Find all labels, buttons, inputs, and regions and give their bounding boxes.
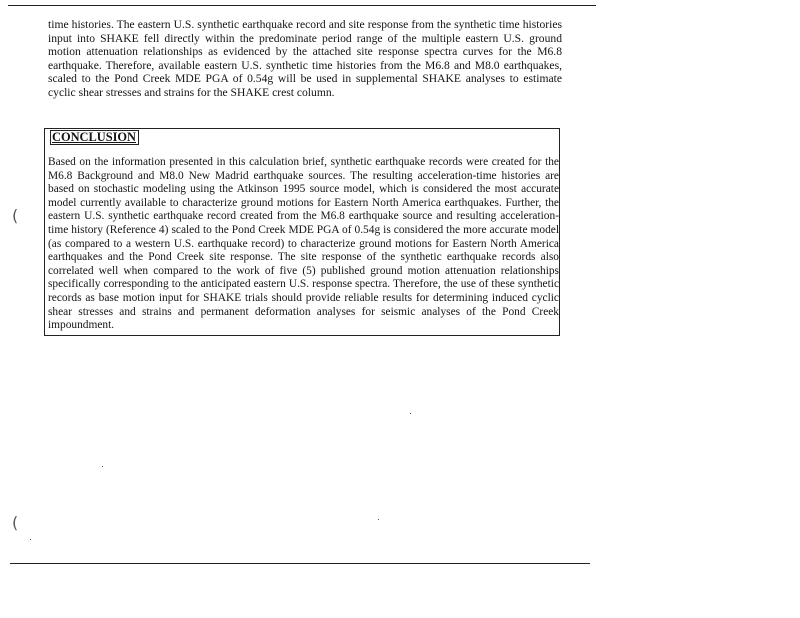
binder-hole-mark-icon: ( xyxy=(12,513,19,532)
top-rule xyxy=(8,5,596,6)
intro-paragraph: time histories. The eastern U.S. synthetic earthquake record and site response from the synthetic time histories input into SHAKE fell directly within the predominate period range of the multiple eastern U.S. ground motion attenuation relationships as evidenced by the attached site response spectra curves for the M6.8 earthquake. Therefore, available eastern U.S. synthetic time histories from the M6.8 and M8.0 earthquakes, scaled to the Pond Creek MDE PGA of 0.54g will be used in supplemental SHAKE analyses to estimate cyclic shear stresses and strains for the SHAKE crest column. xyxy=(48,18,562,99)
bottom-rule xyxy=(10,563,590,564)
scan-speck xyxy=(410,413,411,414)
conclusion-box xyxy=(44,128,560,336)
scan-speck xyxy=(378,519,379,520)
scan-speck xyxy=(102,466,103,467)
conclusion-heading: CONCLUSION xyxy=(50,130,139,145)
binder-hole-mark-icon: ( xyxy=(12,206,19,225)
conclusion-paragraph: Based on the information presented in this calculation brief, synthetic earthquake records were created for the M6.8 Background and M8.0 New Madrid earthquake sources. The resulting acceleration-time histories are based on stochastic modeling using the Atkinson 1995 source model, which is considered the most accurate model currently available to characterize ground motions for Eastern North America earthquakes. Further, the eastern U.S. synthetic earthquake record created from the M6.8 earthquake source and resulting acceleration-time history (Reference 4) scaled to the Pond Creek MDE PGA of 0.54g is considered the more accurate model (as compared to a western U.S. earthquake record) to characterize ground motions for Eastern North America earthquakes and the Pond Creek site response. The site response of the synthetic earthquake records also correlated well when compared to the work of five (5) published ground motion attenuation relationships specifically corresponding to the anticipated eastern U.S. response spectra. Therefore, the use of these synthetic records as base motion input for SHAKE trials should provide reliable results for determining induced cyclic shear stresses and strains and permanent deformation analyses for seismic analyses of the Pond Creek impoundment. xyxy=(48,156,559,332)
scan-speck xyxy=(30,539,31,540)
